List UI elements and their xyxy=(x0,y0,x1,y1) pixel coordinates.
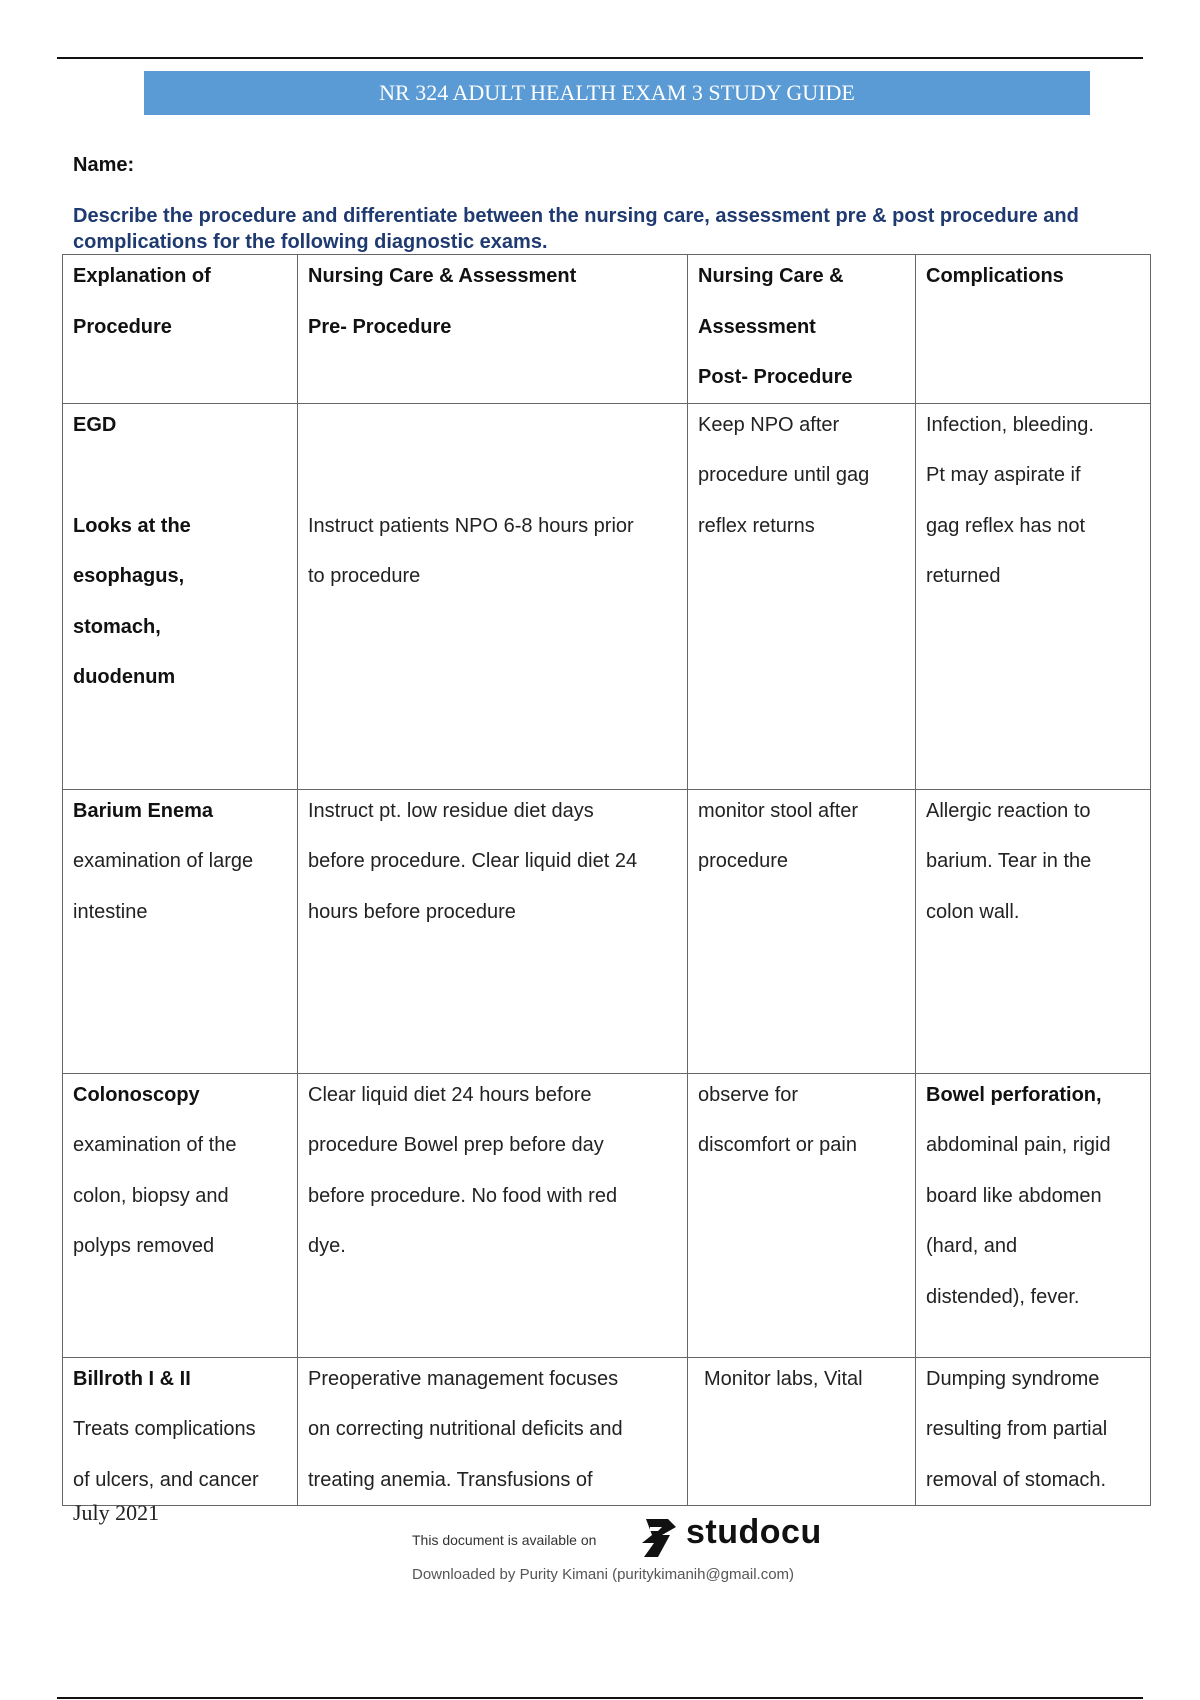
cell-complications xyxy=(916,1357,1151,1506)
procedure-title: EGD xyxy=(73,413,117,436)
cell-line: monitor stool after xyxy=(698,799,859,822)
cell-post xyxy=(688,1073,916,1357)
cell-post xyxy=(688,1357,916,1506)
cell-explanation xyxy=(63,1357,298,1506)
cell-line: distended), fever. xyxy=(926,1285,1080,1308)
cell-line: Looks at the xyxy=(73,514,191,537)
cell-line: Instruct patients NPO 6-8 hours prior xyxy=(308,514,634,537)
cell-line: (hard, and xyxy=(926,1235,1018,1257)
header-text: Pre- Procedure xyxy=(308,315,452,338)
cell-line: before procedure. No food with red xyxy=(308,1184,618,1207)
cell-line: Preoperative management focuses xyxy=(308,1367,619,1390)
cell-pre xyxy=(298,789,688,1073)
cell-line: Clear liquid diet 24 hours before xyxy=(308,1083,592,1106)
header-text: Assessment xyxy=(698,315,816,338)
cell-post xyxy=(688,403,916,789)
footer-date: July 2021 xyxy=(73,1500,160,1525)
header-complications xyxy=(916,255,1151,404)
cell-line: barium. Tear in the xyxy=(926,850,1092,872)
cell-line: duodenum xyxy=(73,666,176,688)
study-guide-table xyxy=(62,254,1151,1506)
cell-line: discomfort or pain xyxy=(698,1134,857,1156)
availability-text: This document is available on xyxy=(412,1532,597,1548)
cell-line: procedure Bowel prep before day xyxy=(308,1134,604,1156)
header-text: Post- Procedure xyxy=(698,366,853,388)
cell-line: Infection, bleeding. xyxy=(926,413,1094,436)
table-row-billroth xyxy=(63,1357,1151,1506)
cell-line: colon wall. xyxy=(926,900,1020,923)
table-row-barium-enema xyxy=(63,789,1151,1073)
header-text: Nursing Care & xyxy=(698,265,844,287)
cell-line: colon, biopsy and xyxy=(73,1184,229,1207)
cell-line: hours before procedure xyxy=(308,900,516,923)
cell-line: polyps removed xyxy=(73,1235,215,1257)
cell-line: intestine xyxy=(73,900,148,923)
header-text: Complications xyxy=(926,265,1064,287)
cell-line: on correcting nutritional deficits and xyxy=(308,1418,623,1440)
cell-line: Treats complications xyxy=(73,1418,256,1440)
cell-explanation xyxy=(63,789,298,1073)
downloaded-by-text: Downloaded by Purity Kimani (puritykimanih@gmail.com) xyxy=(412,1566,795,1583)
cell-explanation xyxy=(63,1073,298,1357)
cell-line-bold: Bowel perforation, xyxy=(926,1083,1102,1106)
cell-line: stomach, xyxy=(73,615,161,638)
cell-line: observe for xyxy=(698,1083,799,1106)
cell-pre xyxy=(298,1357,688,1506)
instructions-text: Describe the procedure and differentiate between the nursing care, assessment pre & post procedure and complications for the following diagnostic exams. xyxy=(73,205,1079,253)
studocu-logo-icon[interactable] xyxy=(632,1513,682,1563)
cell-line: examination of large xyxy=(73,850,254,872)
cell-line: resulting from partial xyxy=(926,1418,1108,1440)
cell-line: dye. xyxy=(308,1235,346,1257)
cell-line: Dumping syndrome xyxy=(926,1367,1100,1390)
cell-complications xyxy=(916,403,1151,789)
page-title: NR 324 ADULT HEALTH EXAM 3 STUDY GUIDE xyxy=(379,80,855,105)
procedure-title: Barium Enema xyxy=(73,799,214,822)
header-text: Procedure xyxy=(73,315,172,338)
cell-pre xyxy=(298,1073,688,1357)
cell-pre xyxy=(298,403,688,789)
cell-line: procedure xyxy=(698,850,789,872)
top-rule xyxy=(57,57,1143,59)
cell-line: Instruct pt. low residue diet days xyxy=(308,799,594,822)
cell-line: removal of stomach. xyxy=(926,1468,1107,1491)
table-row-egd xyxy=(63,403,1151,789)
cell-line: treating anemia. Transfusions of xyxy=(308,1468,593,1491)
header-explanation xyxy=(63,255,298,404)
procedure-title: Billroth I & II xyxy=(73,1367,191,1390)
header-text: Explanation of xyxy=(73,265,211,287)
header-text: Nursing Care & Assessment xyxy=(308,265,577,287)
cell-line: Monitor labs, Vital xyxy=(704,1367,863,1390)
page-title-banner xyxy=(144,71,1090,115)
cell-line: returned xyxy=(926,565,1001,587)
cell-line: reflex returns xyxy=(698,514,815,537)
cell-complications xyxy=(916,1073,1151,1357)
cell-line: procedure until gag xyxy=(698,464,870,486)
cell-line: esophagus, xyxy=(73,565,185,587)
cell-explanation xyxy=(63,403,298,789)
table-header-row xyxy=(63,255,1151,404)
name-label: Name: xyxy=(73,154,135,176)
cell-line: before procedure. Clear liquid diet 24 xyxy=(308,850,638,872)
procedure-title: Colonoscopy xyxy=(73,1083,200,1106)
cell-line: board like abdomen xyxy=(926,1184,1102,1207)
bottom-rule xyxy=(57,1697,1143,1699)
cell-post xyxy=(688,789,916,1073)
header-pre-procedure xyxy=(298,255,688,404)
cell-line: to procedure xyxy=(308,565,421,587)
cell-line: gag reflex has not xyxy=(926,514,1085,537)
header-post-procedure xyxy=(688,255,916,404)
cell-line: examination of the xyxy=(73,1134,237,1156)
studocu-brand-link[interactable]: studocu xyxy=(686,1513,822,1551)
cell-line: abdominal pain, rigid xyxy=(926,1134,1111,1156)
cell-line: Keep NPO after xyxy=(698,413,840,436)
table-row-colonoscopy xyxy=(63,1073,1151,1357)
cell-line: Allergic reaction to xyxy=(926,799,1091,822)
cell-complications xyxy=(916,789,1151,1073)
cell-line: Pt may aspirate if xyxy=(926,464,1081,486)
cell-line: of ulcers, and cancer xyxy=(73,1468,259,1491)
